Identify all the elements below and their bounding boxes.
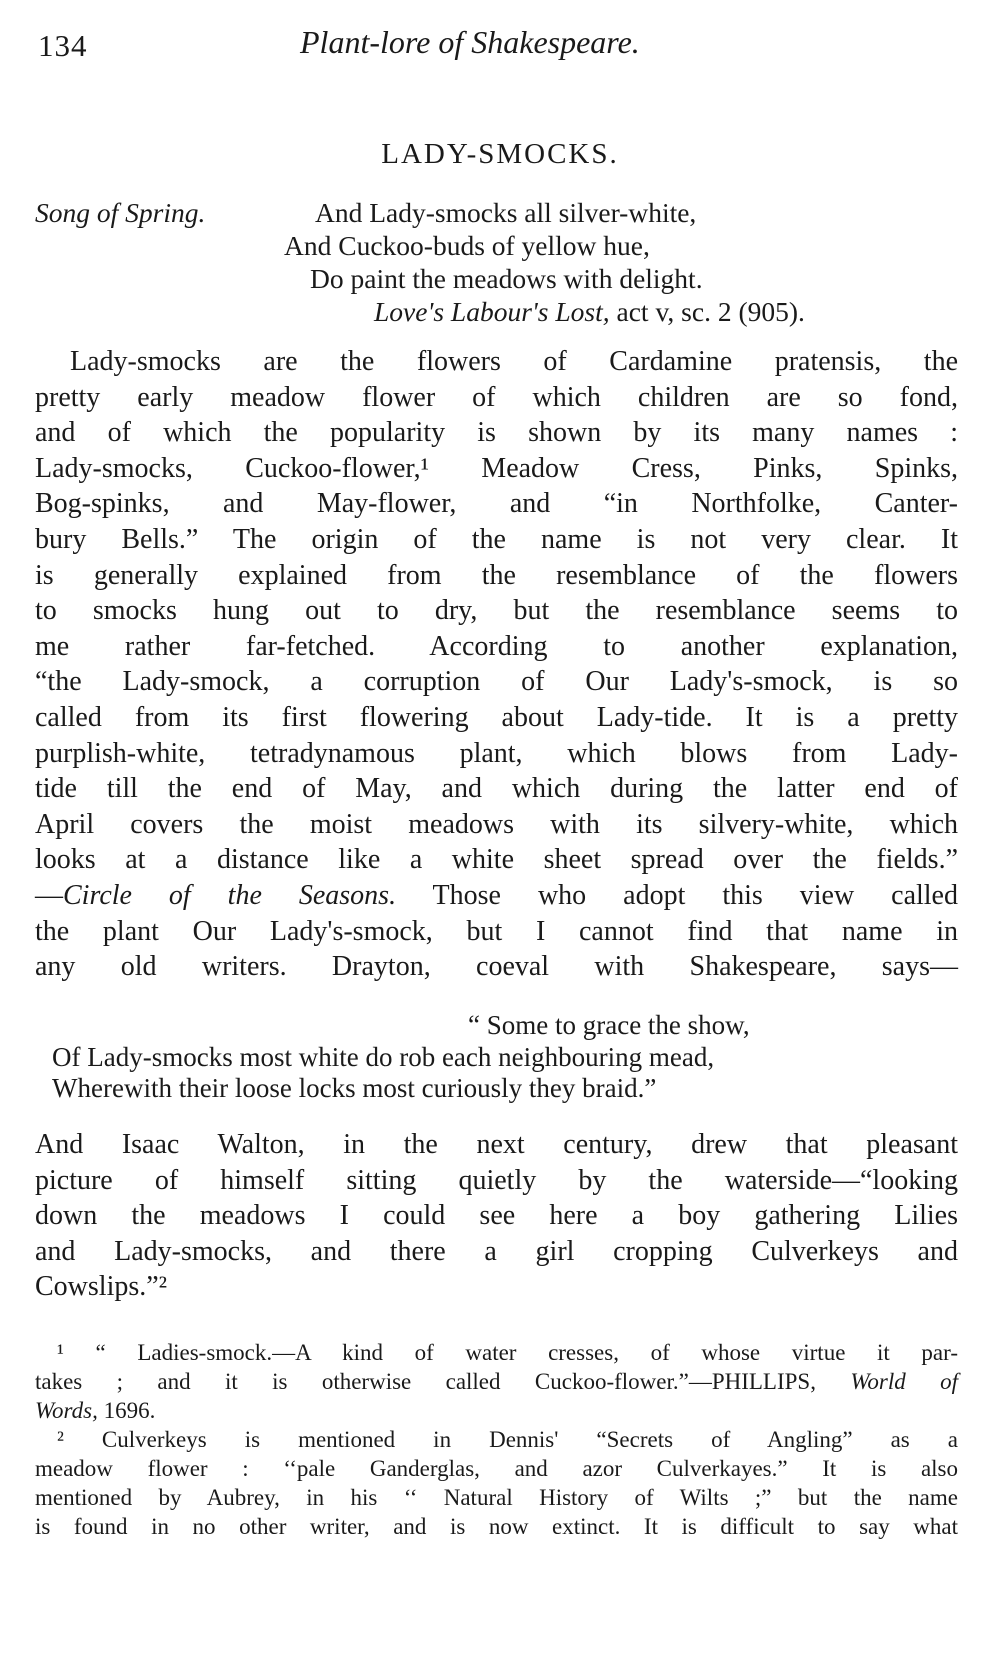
footnotes [35, 1338, 958, 1541]
work-title: Words, [35, 1398, 98, 1423]
text-line: Lady-smocks, Cuckoo-flower,¹ Meadow Cress, Pinks, Spinks, [35, 452, 958, 484]
text-line-with-source [35, 878, 958, 914]
footnote-1-line [35, 1367, 958, 1396]
paragraph-walton [35, 1127, 958, 1305]
footnote-1-line: ¹ “ Ladies-smock.—A kind of water cresses, of whose virtue it par- [57, 1340, 958, 1365]
epigraph-source: Song of Spring. [35, 197, 206, 228]
footnote-1-line [35, 1396, 958, 1425]
text-fragment: takes ; and it is otherwise called Cuckoo-flower.”—PHILLIPS, [35, 1369, 816, 1394]
citation-ref: act v, sc. 2 (905). [616, 296, 805, 327]
paragraph-lady-smocks [35, 344, 958, 985]
text-line: tide till the end of May, and which during the latter end of [35, 773, 958, 805]
text-line: picture of himself sitting quietly by the waterside—“looking [35, 1164, 958, 1196]
work-title: World of [850, 1369, 958, 1394]
text-line: me rather far-fetched. According to another explanation, [35, 630, 958, 662]
dash: — [35, 879, 63, 911]
text-line: “the Lady-smock, a corruption of Our Lady's-smock, is so [35, 666, 958, 698]
running-title: Plant-lore of Shakespeare. [300, 24, 640, 60]
text-line: bury Bells.” The origin of the name is not very clear. It [35, 523, 958, 555]
quote-line: Wherewith their loose locks most curiously they braid.” [52, 1073, 657, 1103]
footnote-2-line: mentioned by Aubrey, in his ‘‘ Natural History of Wilts ;” but the name [35, 1485, 958, 1510]
source-title: Circle of the Seasons. [63, 879, 397, 911]
text-line: down the meadows I could see here a boy gathering Lilies [35, 1200, 958, 1232]
text-line: looks at a distance like a white sheet spread over the fields.” [35, 844, 958, 876]
epigraph-line: And Lady-smocks all silver-white, [315, 197, 697, 228]
text-line: Bog-spinks, and May-flower, and “in Northfolke, Canter- [35, 488, 958, 520]
quote-line: Of Lady-smocks most white do rob each neighbouring mead, [52, 1042, 715, 1072]
text-line: purplish-white, tetradynamous plant, which blows from Lady- [35, 737, 958, 769]
text-line: Cowslips.”² [35, 1271, 168, 1303]
text-line: Lady-smocks are the flowers of Cardamine pratensis, the [70, 346, 958, 377]
text-line: and Lady-smocks, and there a girl cropping Culverkeys and [35, 1235, 958, 1267]
epigraph-line: Do paint the meadows with delight. [310, 263, 703, 294]
text-line: And Isaac Walton, in the next century, drew that pleasant [35, 1129, 958, 1160]
text-line: to smocks hung out to dry, but the resemblance seems to [35, 595, 958, 627]
epigraph-citation [374, 295, 805, 329]
text-line: and of which the popularity is shown by its many names : [35, 417, 958, 449]
section-title: LADY-SMOCKS. [381, 138, 619, 170]
epigraph-line: And Cuckoo-buds of yellow hue, [284, 230, 650, 261]
page-number: 134 [38, 28, 88, 63]
footnote-2-line: is found in no other writer, and is now extinct. It is difficult to say what [35, 1514, 958, 1539]
citation-title: Love's Labour's Lost, [374, 296, 610, 327]
quote-line: “ Some to grace the show, [468, 1010, 750, 1040]
text-line: April covers the moist meadows with its silvery-white, which [35, 808, 958, 840]
text-line: pretty early meadow flower of which children are so fond, [35, 381, 958, 413]
text-fragment: Those who adopt this view called [432, 879, 958, 911]
text-line: is generally explained from the resemblance of the flowers [35, 559, 958, 591]
year: 1696. [103, 1398, 156, 1423]
text-line: called from its first flowering about Lady-tide. It is a pretty [35, 701, 958, 733]
footnote-2-line: meadow flower : ‘‘pale Ganderglas, and azor Culverkayes.” It is also [35, 1456, 958, 1481]
footnote-2-line: ² Culverkeys is mentioned in Dennis' “Secrets of Angling” as a [57, 1427, 958, 1452]
text-line: any old writers. Drayton, coeval with Shakespeare, says— [35, 951, 958, 983]
text-line: the plant Our Lady's-smock, but I cannot find that name in [35, 915, 958, 947]
